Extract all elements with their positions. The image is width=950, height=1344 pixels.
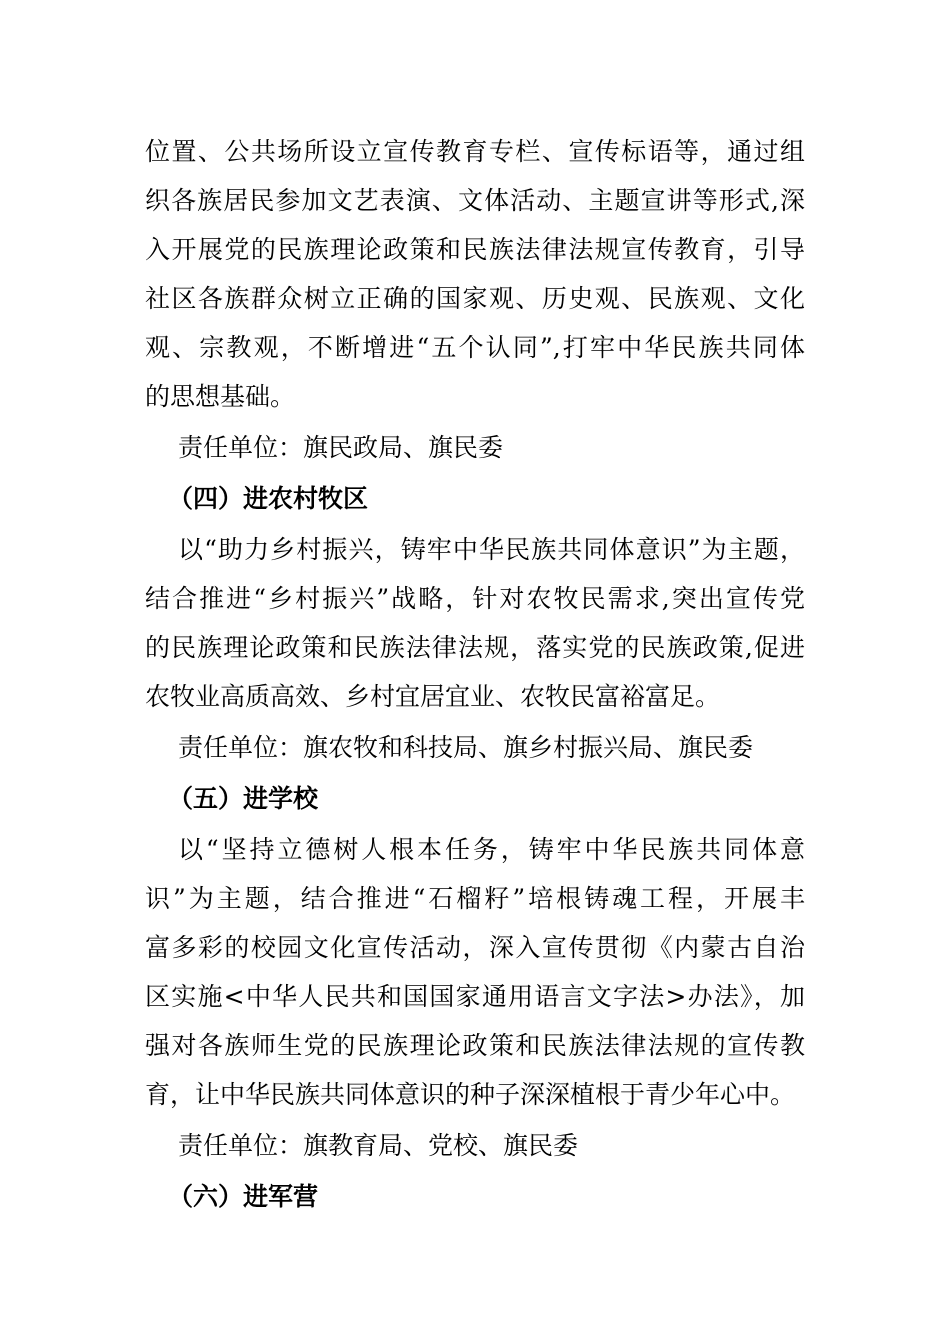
paragraph-line: 以“助力乡村振兴，铸牢中华民族共同体意识”为主题， — [178, 535, 805, 564]
paragraph-line: 观、宗教观，不断增进“五个认同”,打牢中华民族共同体 — [145, 333, 805, 362]
paragraph-line: 织各族居民参加文艺表演、文体活动、主题宣讲等形式,深 — [145, 186, 805, 215]
responsible-unit: 责任单位：旗农牧和科技局、旗乡村振兴局、旗民委 — [178, 733, 754, 762]
paragraph-line: 位置、公共场所设立宣传教育专栏、宣传标语等，通过组 — [145, 137, 805, 166]
paragraph-line: 社区各族群众树立正确的国家观、历史观、民族观、文化 — [145, 284, 805, 313]
paragraph-line: 强对各族师生党的民族理论政策和民族法律法规的宣传教 — [145, 1031, 805, 1060]
paragraph-line: 入开展党的民族理论政策和民族法律法规宣传教育，引导 — [145, 235, 805, 264]
paragraph-line: 富多彩的校园文化宣传活动，深入宣传贯彻《内蒙古自治 — [145, 933, 805, 962]
section-heading: （五）进学校 — [168, 784, 319, 813]
paragraph-line: 以“坚持立德树人根本任务，铸牢中华民族共同体意 — [178, 835, 805, 864]
section-heading: （六）进军营 — [168, 1182, 319, 1211]
paragraph-line: 的民族理论政策和民族法律法规，落实党的民族政策,促进 — [145, 633, 805, 662]
paragraph-line: 育，让中华民族共同体意识的种子深深植根于青少年心中。 — [145, 1080, 796, 1109]
section-heading: （四）进农村牧区 — [168, 484, 369, 513]
responsible-unit: 责任单位：旗民政局、旗民委 — [178, 433, 504, 462]
paragraph-line: 的思想基础。 — [145, 382, 296, 411]
paragraph-line: 区实施<中华人民共和国国家通用语言文字法>办法》，加 — [145, 982, 805, 1011]
paragraph-line: 结合推进“乡村振兴”战略，针对农牧民需求,突出宣传党 — [145, 584, 805, 613]
paragraph-line: 识”为主题，结合推进“石榴籽”培根铸魂工程，开展丰 — [145, 884, 805, 913]
paragraph-line: 农牧业高质高效、乡村宜居宜业、农牧民富裕富足。 — [145, 682, 721, 711]
responsible-unit: 责任单位：旗教育局、党校、旗民委 — [178, 1131, 579, 1160]
